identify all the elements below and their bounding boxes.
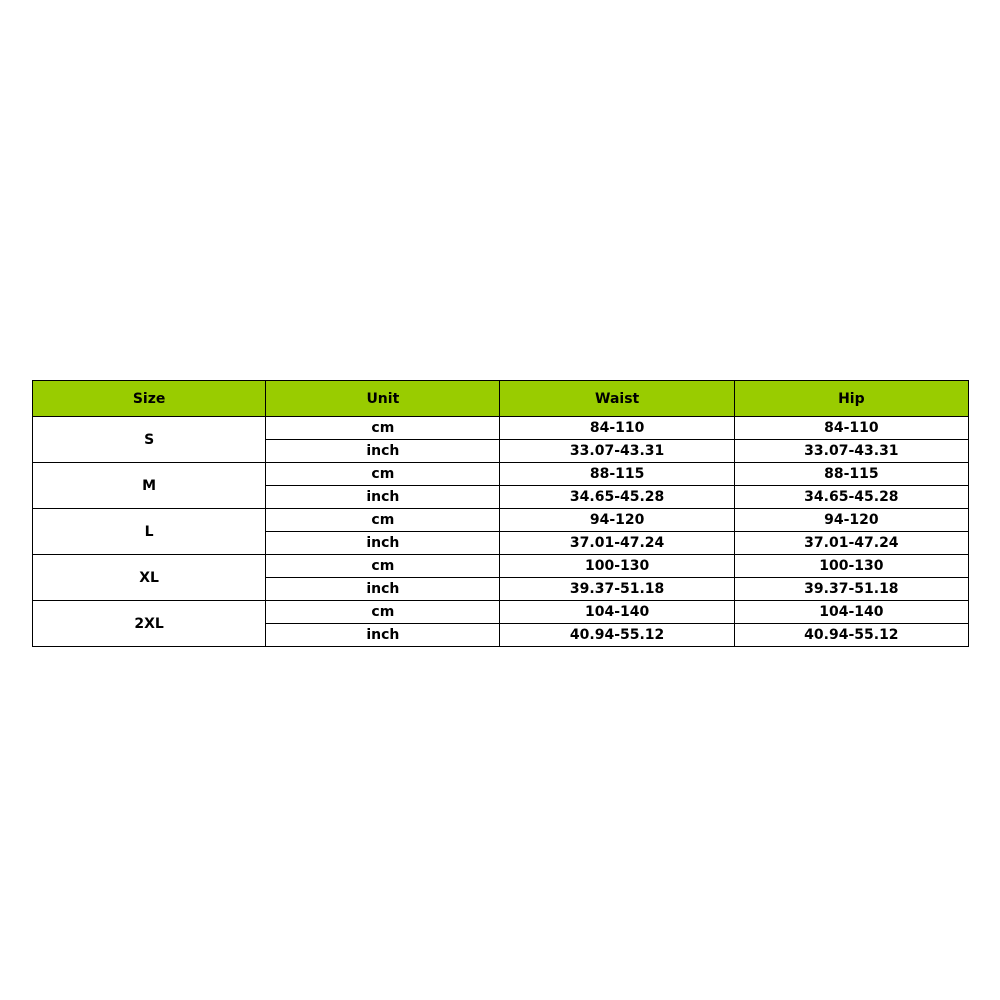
- table-row: [33, 601, 969, 624]
- hip-cell: 39.37-51.18: [734, 578, 968, 601]
- table-row: [33, 509, 969, 532]
- size-chart-table: [32, 380, 969, 647]
- waist-cell: 94-120: [500, 509, 734, 532]
- size-cell: 2XL: [33, 601, 266, 647]
- hip-cell: 37.01-47.24: [734, 532, 968, 555]
- waist-cell: 100-130: [500, 555, 734, 578]
- unit-cell: inch: [266, 440, 500, 463]
- hip-cell: 84-110: [734, 417, 968, 440]
- unit-cell: inch: [266, 486, 500, 509]
- size-cell: M: [33, 463, 266, 509]
- unit-cell: cm: [266, 601, 500, 624]
- size-cell: S: [33, 417, 266, 463]
- hip-cell: 94-120: [734, 509, 968, 532]
- header-size: Size: [33, 381, 266, 417]
- header-waist: Waist: [500, 381, 734, 417]
- table-header-row: [33, 381, 969, 417]
- unit-cell: cm: [266, 417, 500, 440]
- table-row: [33, 555, 969, 578]
- waist-cell: 84-110: [500, 417, 734, 440]
- unit-cell: cm: [266, 463, 500, 486]
- unit-cell: cm: [266, 555, 500, 578]
- waist-cell: 88-115: [500, 463, 734, 486]
- hip-cell: 40.94-55.12: [734, 624, 968, 647]
- size-cell: L: [33, 509, 266, 555]
- hip-cell: 104-140: [734, 601, 968, 624]
- size-cell: XL: [33, 555, 266, 601]
- hip-cell: 34.65-45.28: [734, 486, 968, 509]
- header-unit: Unit: [266, 381, 500, 417]
- waist-cell: 34.65-45.28: [500, 486, 734, 509]
- unit-cell: inch: [266, 578, 500, 601]
- unit-cell: cm: [266, 509, 500, 532]
- unit-cell: inch: [266, 532, 500, 555]
- waist-cell: 37.01-47.24: [500, 532, 734, 555]
- waist-cell: 40.94-55.12: [500, 624, 734, 647]
- waist-cell: 33.07-43.31: [500, 440, 734, 463]
- unit-cell: inch: [266, 624, 500, 647]
- hip-cell: 100-130: [734, 555, 968, 578]
- waist-cell: 104-140: [500, 601, 734, 624]
- waist-cell: 39.37-51.18: [500, 578, 734, 601]
- header-hip: Hip: [734, 381, 968, 417]
- hip-cell: 33.07-43.31: [734, 440, 968, 463]
- table-row: [33, 417, 969, 440]
- table-row: [33, 463, 969, 486]
- hip-cell: 88-115: [734, 463, 968, 486]
